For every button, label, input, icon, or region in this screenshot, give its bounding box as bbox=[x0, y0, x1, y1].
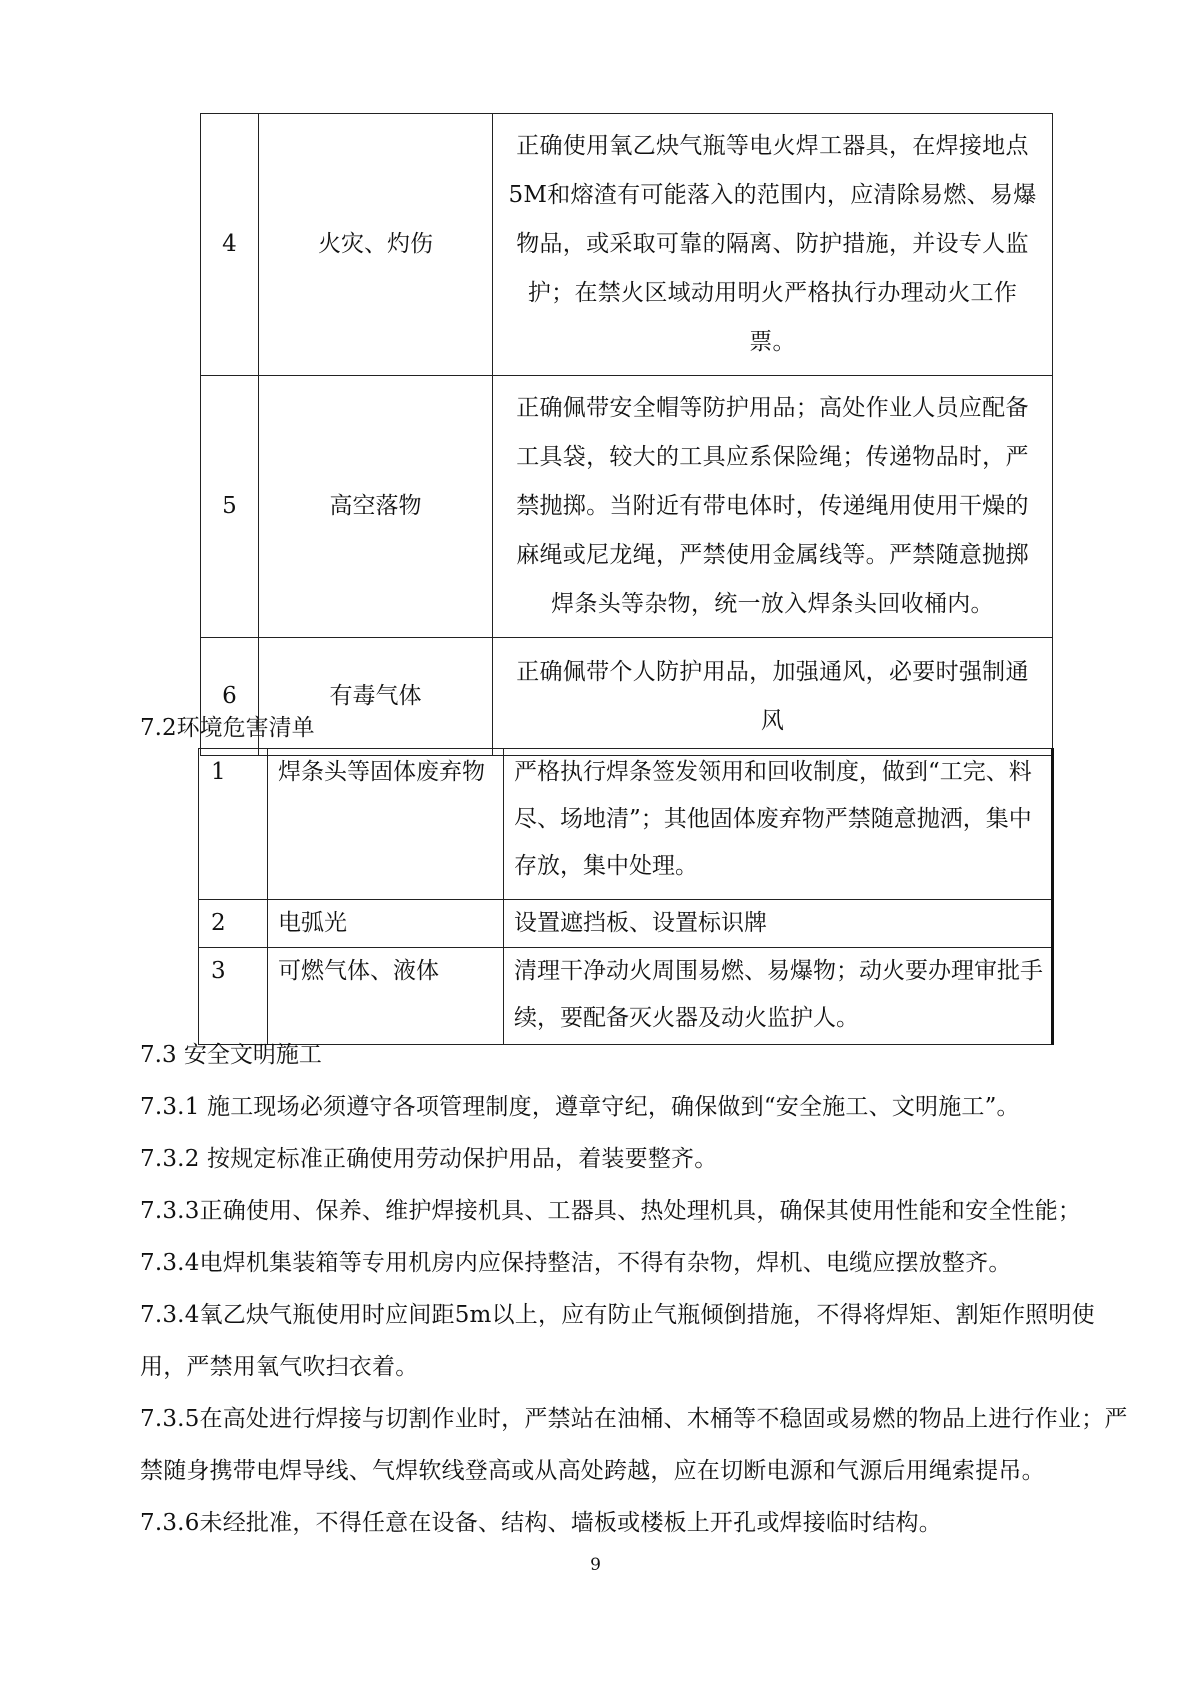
control-measure: 严格执行焊条签发领用和回收制度，做到“工完、料尽、场地清”；其他固体废弃物严禁随意抛洒，集中存放，集中处理。 bbox=[504, 749, 1053, 900]
table-row bbox=[201, 376, 1053, 638]
hazard-name: 电弧光 bbox=[268, 900, 504, 948]
row-number: 5 bbox=[201, 376, 259, 638]
environment-hazard-table bbox=[198, 748, 1054, 1045]
control-measure: 正确佩带个人防护用品，加强通风，必要时强制通风 bbox=[493, 638, 1053, 756]
paragraph: 7.3.3正确使用、保养、维护焊接机具、工器具、热处理机具，确保其使用性能和安全性能； bbox=[140, 1198, 1082, 1224]
section-heading-7-2: 7.2环境危害清单 bbox=[140, 715, 315, 741]
control-measure: 正确佩带安全帽等防护用品；高处作业人员应配备工具袋，较大的工具应系保险绳；传递物品时，严禁抛掷。当附近有带电体时，传递绳用使用干燥的麻绳或尼龙绳，严禁使用金属线等。严禁随意抛掷焊条头等杂物，统一放入焊条头回收桶内。 bbox=[493, 376, 1053, 638]
row-number: 2 bbox=[199, 900, 268, 948]
row-number: 6 bbox=[201, 638, 259, 756]
paragraph: 7.3.6未经批准，不得任意在设备、结构、墙板或楼板上开孔或焊接临时结构。 bbox=[140, 1510, 942, 1536]
row-number: 3 bbox=[199, 948, 268, 1045]
hazard-name: 有毒气体 bbox=[259, 638, 493, 756]
hazard-name: 焊条头等固体废弃物 bbox=[268, 749, 504, 900]
hazard-name: 火灾、灼伤 bbox=[259, 114, 493, 376]
paragraph: 7.3.4氧乙炔气瓶使用时应间距5m以上，应有防止气瓶倾倒措施，不得将焊矩、割矩作照明使用，严禁用氧气吹扫衣着。 bbox=[140, 1302, 1095, 1380]
table-row bbox=[199, 900, 1053, 948]
hazard-name: 可燃气体、液体 bbox=[268, 948, 504, 1045]
row-number: 1 bbox=[199, 749, 268, 900]
paragraph: 7.3.5在高处进行焊接与切割作业时，严禁站在油桶、木桶等不稳固或易燃的物品上进行作业；严禁随身携带电焊导线、气焊软线登高或从高处跨越，应在切断电源和气源后用绳索提吊。 bbox=[140, 1406, 1128, 1484]
row-number: 4 bbox=[201, 114, 259, 376]
page-number: 9 bbox=[590, 1555, 601, 1575]
paragraph: 7.3.2 按规定标准正确使用劳动保护用品，着装要整齐。 bbox=[140, 1146, 718, 1172]
control-measure: 正确使用氧乙炔气瓶等电火焊工器具，在焊接地点5M和熔渣有可能落入的范围内，应清除易燃、易爆物品，或采取可靠的隔离、防护措施，并设专人监护；在禁火区域动用明火严格执行办理动火工作票。 bbox=[493, 114, 1053, 376]
table-row bbox=[199, 948, 1053, 1045]
hazard-name: 高空落物 bbox=[259, 376, 493, 638]
paragraph: 7.3.4电焊机集装箱等专用机房内应保持整洁，不得有杂物，焊机、电缆应摆放整齐。 bbox=[140, 1250, 1012, 1276]
control-measure: 设置遮挡板、设置标识牌 bbox=[504, 900, 1053, 948]
table-row bbox=[199, 749, 1053, 900]
paragraph: 7.3.1 施工现场必须遵守各项管理制度，遵章守纪，确保做到“安全施工、文明施工”。 bbox=[140, 1094, 1020, 1120]
table-row bbox=[201, 114, 1053, 376]
control-measure: 清理干净动火周围易燃、易爆物；动火要办理审批手续，要配备灭火器及动火监护人。 bbox=[504, 948, 1053, 1045]
table-row bbox=[201, 638, 1053, 756]
section-heading-7-3: 7.3 安全文明施工 bbox=[140, 1042, 322, 1068]
hazard-table bbox=[200, 113, 1053, 756]
